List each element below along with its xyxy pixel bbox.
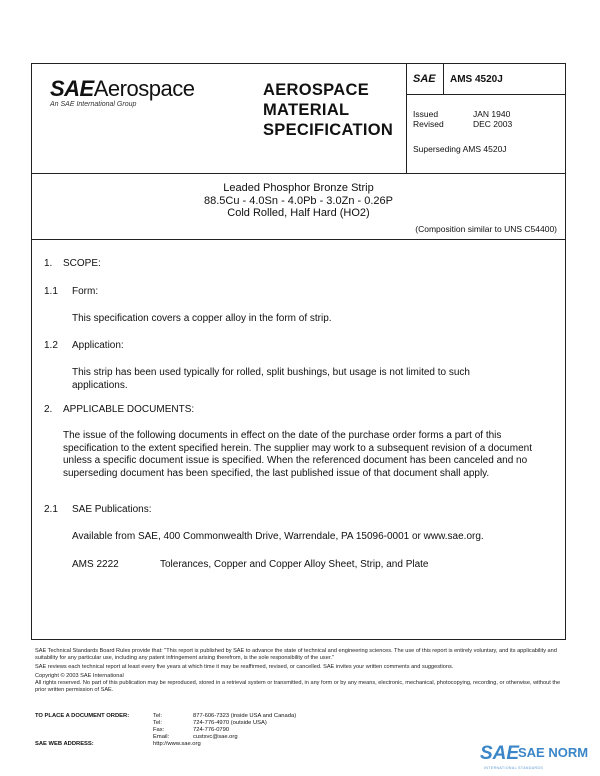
section-2-text: The issue of the following documents in effect on the date of the purchase order forms a part of this specification to the extent specified herein. The supplier may work to a subsequent revision of a document unless a specific document issue is specified. When the referenced document has been canceled and no superseding document has been specified, the last published issue of that document shall apply. [63,430,532,479]
tel-value: 877-606-7323 (inside USA and Canada) [193,713,297,719]
sae-mini-logo: SAE [413,73,436,85]
tel-label: Tel: [153,713,163,719]
section-1-number: 1. [44,258,53,269]
logo-regular-text: Aerospace [93,76,195,101]
watermark-text: SAE NORM [518,745,589,760]
material-composition: 88.5Cu - 4.0Sn - 4.0Pb - 3.0Zn - 0.26P [204,194,393,207]
material-title: Leaded Phosphor Bronze Strip [223,182,374,194]
section-1-2-number: 1.2 [44,340,58,351]
section-2-1-number: 2.1 [44,504,58,515]
uns-composition-note: (Composition similar to UNS C54400) [415,224,557,234]
web-label: SAE WEB ADDRESS: [35,741,94,747]
footer-rights-text: All rights reserved. No part of this publication may be reproduced, stored in a retrieval system or transmitted, in any form or by any means, electronic, mechanical, photocopying, recording, or otherwise, without the prior written permission of SAE. [35,679,561,694]
legal-footer [35,648,567,696]
spec-title-line: AEROSPACE [263,81,369,99]
revised-label: Revised [413,119,444,129]
section-1-heading: SCOPE: [63,258,101,269]
watermark-subtext: INTERNATIONAL STANDARDS [484,766,544,770]
logo-subtitle: An SAE International Group [50,101,137,108]
spec-title-line: MATERIAL [263,101,350,119]
footer-copyright: Copyright © 2003 SAE International [35,672,124,679]
document-id-box [406,64,565,95]
logo-bold-text: SAE [50,76,94,101]
id-separator [443,64,444,95]
issued-value: JAN 1940 [473,109,511,119]
issued-label: Issued [413,109,439,119]
spec-title-line: SPECIFICATION [263,121,394,139]
sae-aerospace-logo [50,76,194,108]
section-2-number: 2. [44,404,53,415]
issue-dates [413,109,512,129]
watermark-logo: SAE [480,743,520,764]
tel2-label: Tel: [153,720,163,726]
sae-norm-watermark [480,743,592,773]
header-block [32,64,565,174]
revised-value: DEC 2003 [473,119,513,129]
spec-title [263,80,393,140]
superseding-note: Superseding AMS 4520J [413,144,507,154]
ams-number: AMS 4520J [450,74,503,85]
web-link[interactable]: http://www.sae.org [153,741,201,747]
material-temper: Cold Rolled, Half Hard (HO2) [227,207,370,219]
reference-title: Tolerances, Copper and Copper Alloy Sheet, Strip, and Plate [160,559,429,570]
footer-review-text: SAE reviews each technical report at least every five years at which time it may be reaffirmed, revised, or cancelled. SAE invites your written comments and suggestions. [35,663,454,670]
fax-value: 724-776-0790 [193,727,230,733]
section-1-2-heading: Application: [72,340,124,351]
section-1-1-text: This specification covers a copper alloy in the form of strip. [72,313,332,324]
tel2-value: 724-776-4970 (outside USA) [193,720,267,726]
section-2-1-heading: SAE Publications: [72,504,152,515]
document-frame [31,63,566,640]
section-2-heading: APPLICABLE DOCUMENTS: [63,404,195,415]
reference-code: AMS 2222 [72,559,119,570]
order-label: TO PLACE A DOCUMENT ORDER: [35,713,130,719]
section-1-1-number: 1.1 [44,286,58,297]
section-1-1-heading: Form: [72,286,99,297]
email-label: Email: [153,734,170,740]
section-1-2-text: This strip has been used typically for rolled, split bushings, but usage is not limited to such applications. [72,367,470,391]
material-title-block [32,174,565,240]
footer-rules-text: SAE Technical Standards Board Rules provide that: "This report is published by SAE to advance the state of technical and engineering sciences. The use of this report is entirely voluntary, and its applicability and suitability for any particular use, including any patent infringement arising therefrom, is the sole responsibility of the user." [35,648,557,662]
email-link[interactable]: custsvc@sae.org [193,734,238,740]
fax-label: Fax: [153,727,165,733]
section-2-1-text: Available from SAE, 400 Commonwealth Drive, Warrendale, PA 15096-0001 or www.sae.org. [72,531,484,542]
